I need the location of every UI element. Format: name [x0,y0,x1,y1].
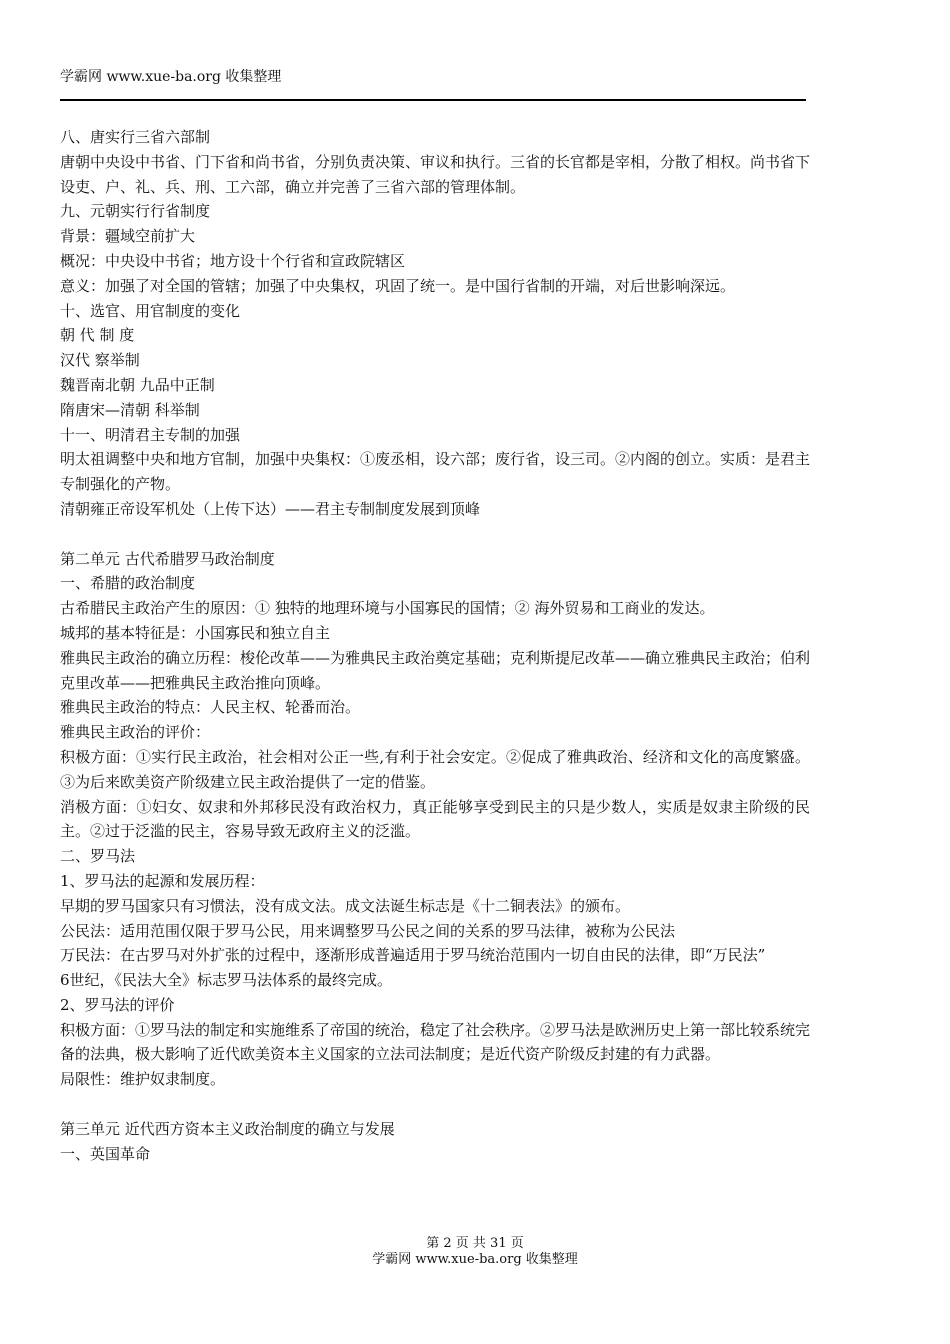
page-number: 第 2 页 共 31 页 [426,1236,524,1251]
page-footer: 学霸网 www.xue-ba.org 收集整理 [372,1252,578,1267]
unit-heading: 第二单元 古代希腊罗马政治制度 [60,549,275,568]
table-row: 魏晋南北朝 九品中正制 [60,375,215,394]
paragraph: 雅典民主政治的确立历程：梭伦改革——为雅典民主政治奠定基础；克利斯提尼改革——确立雅典民主政治；伯利克里改革——把雅典民主政治推向顶峰。 [60,648,811,692]
page-header: 学霸网 www.xue-ba.org 收集整理 [60,69,282,85]
paragraph: 积极方面：①罗马法的制定和实施维系了帝国的统治，稳定了社会秩序。②罗马法是欧洲历史上第一部比较系统完备的法典，极大影响了近代欧美资本主义国家的立法司法制度；是近代资产阶级反封建的有力武器。 [60,1020,811,1064]
paragraph: 6世纪，《民法大全》标志罗马法体系的最终完成。 [60,971,393,990]
paragraph: 局限性：维护奴隶制度。 [60,1070,226,1089]
paragraph: 雅典民主政治的评价： [60,723,211,742]
section-heading: 一、英国革命 [60,1144,151,1163]
table-header-row: 朝 代 制 度 [60,326,135,345]
header-divider [60,99,806,101]
paragraph: 雅典民主政治的特点：人民主权、轮番而治。 [60,698,361,717]
paragraph: 概况：中央设中书省；地方设十个行省和宣政院辖区 [60,251,406,270]
section-heading: 一、希腊的政治制度 [60,574,196,593]
blank-line [60,1092,810,1117]
paragraph: 城邦的基本特征是：小国寡民和独立自主 [60,623,331,642]
paragraph: 背景：疆域空前扩大 [60,227,196,246]
paragraph: 明太祖调整中央和地方官制，加强中央集权：①废丞相，设六部；废行省，设三司。②内阁的创立。实质：是君主专制强化的产物。 [60,450,811,494]
paragraph: 积极方面：①实行民主政治，社会相对公正一些,有利于社会安定。②促成了雅典政治、经济和文化的高度繁盛。③为后来欧美资产阶级建立民主政治提供了一定的借鉴。 [60,747,810,791]
paragraph: 唐朝中央设中书省、门下省和尚书省，分别负责决策、审议和执行。三省的长官都是宰相，分散了相权。尚书省下设吏、户、礼、兵、刑、工六部，确立并完善了三省六部的管理体制。 [60,152,811,196]
paragraph: 早期的罗马国家只有习惯法，没有成文法。成文法诞生标志是《十二铜表法》的颁布。 [60,896,631,915]
paragraph: 消极方面：①妇女、奴隶和外邦移民没有政治权力，真正能够享受到民主的只是少数人，实质是奴隶主阶级的民主。②过于泛滥的民主，容易导致无政府主义的泛滥。 [60,797,810,841]
section-heading: 十、选官、用官制度的变化 [60,301,241,320]
paragraph: 意义：加强了对全国的管辖；加强了中央集权，巩固了统一。是中国行省制的开端，对后世影响深远。 [60,276,736,295]
paragraph: 古希腊民主政治产生的原因：① 独特的地理环境与小国寡民的国情；② 海外贸易和工商业的发达。 [60,599,715,618]
section-heading: 十一、明清君主专制的加强 [60,425,241,444]
unit-heading: 第三单元 近代西方资本主义政治制度的确立与发展 [60,1119,395,1138]
subsection-heading: 1、罗马法的起源和发展历程： [60,871,265,890]
subsection-heading: 2、罗马法的评价 [60,995,175,1014]
section-heading: 九、元朝实行行省制度 [60,202,211,221]
section-heading: 二、罗马法 [60,847,136,866]
blank-line [60,522,810,547]
document-body [60,125,810,1166]
paragraph: 清朝雍正帝设军机处（上传下达）——君主专制制度发展到顶峰 [60,499,481,518]
section-heading: 八、唐实行三省六部制 [60,128,211,146]
table-row: 汉代 察举制 [60,351,140,370]
table-row: 隋唐宋—清朝 科举制 [60,400,200,419]
paragraph: 公民法：适用范围仅限于罗马公民，用来调整罗马公民之间的关系的罗马法律，被称为公民法 [60,921,676,940]
paragraph: 万民法：在古罗马对外扩张的过程中，逐渐形成普遍适用于罗马统治范围内一切自由民的法律，即“万民法” [60,946,766,965]
